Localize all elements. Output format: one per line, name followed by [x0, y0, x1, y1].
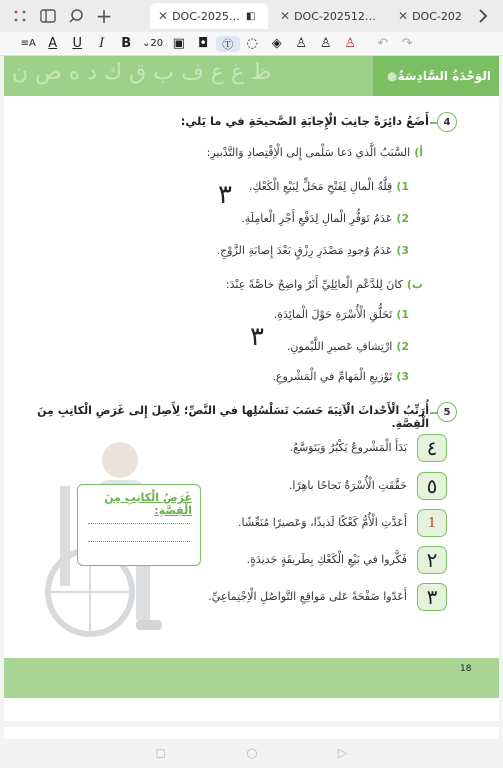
new-tab-icon[interactable]: +	[95, 4, 113, 28]
question-number	[437, 402, 457, 422]
order-box[interactable]	[417, 546, 447, 574]
option-number: 2)	[396, 340, 409, 353]
order-value: ٤	[426, 436, 438, 460]
sub-question-b	[226, 278, 423, 291]
author-purpose-box[interactable]	[77, 484, 201, 566]
option-b3	[272, 370, 409, 383]
option-number: 3)	[396, 370, 409, 383]
image-icon[interactable]: ▣	[172, 36, 185, 51]
order-value: ٢	[426, 548, 438, 572]
lasso-icon[interactable]: ◌	[246, 36, 258, 51]
option-text: عَدَمُ وُجودِ مَصْدَرِ رِزْقٍ بَعْدَ إِصابَةِ الزَّوْجِ.	[216, 244, 393, 257]
option-b1	[274, 308, 409, 321]
tab-label: DOC-202	[412, 9, 462, 23]
order-value: ٣	[426, 585, 438, 609]
order-box[interactable]	[417, 434, 447, 462]
option-b2	[287, 340, 409, 353]
order-box[interactable]	[417, 472, 447, 500]
annotation-toolbar	[0, 32, 503, 56]
question-number	[437, 112, 457, 132]
close-icon[interactable]: ✕	[280, 9, 291, 23]
handwritten-answer: ٣	[218, 180, 232, 210]
sub-stem: السَّبَبُ الَّذي دَعا سَلْمى إِلى الْاِقْتِصادِ وَالتَّدْبيرِ:	[206, 146, 411, 159]
highlighter-icon[interactable]: ♙	[344, 36, 357, 51]
redo-icon[interactable]: ↷	[401, 36, 413, 51]
back-icon[interactable]: ▷	[337, 746, 348, 761]
system-nav-bar	[0, 739, 503, 768]
option-text: تَوْزيعِ الْمَهامِّ في الْمَشْروعِ.	[272, 370, 393, 383]
event-text: بَدَأَ الْمَشْروعُ يَكْبُرُ وَيَتَوَسَّعُ.	[289, 441, 407, 454]
page-number: 18	[460, 664, 472, 674]
option-text: عَدَمُ تَوَفُّرِ الْمالِ لِدَفْعِ أَجْرِ الْعامِلَةِ.	[241, 212, 393, 225]
sub-question-a	[207, 146, 423, 159]
order-box[interactable]	[417, 509, 447, 537]
option-number: 1)	[396, 308, 409, 321]
home-icon[interactable]: ○	[246, 746, 258, 761]
tab-label: DOC-202512…	[294, 9, 376, 23]
sub-letter: أ)	[414, 146, 423, 159]
font-color-icon[interactable]: A	[48, 36, 58, 51]
shape-icon[interactable]: ◘	[198, 36, 209, 51]
order-box[interactable]	[417, 583, 447, 611]
option-number: 3)	[396, 244, 409, 257]
q5-number: 5	[443, 406, 451, 418]
option-text: قِلَّةُ الْمالِ لِفَتْحِ مَحَلٍّ لِبَيْعِ الْكَعْكِ.	[248, 180, 393, 193]
question-prompt: أَضَعُ دائِرَةً جانِبَ الْإِجابَةِ الصَّحيحَةِ في ما يَلي:	[180, 114, 429, 128]
reader-icon: ◧	[245, 10, 256, 22]
italic-icon[interactable]: I	[99, 36, 105, 51]
tab-doc-3[interactable]	[390, 3, 465, 29]
event-text: أَعَدَّتِ الْأُمُّ كَعْكًا لَذيذًا، وَعَصيرًا مُنَعِّشًا.	[238, 516, 407, 529]
option-number: 2)	[396, 212, 409, 225]
tab-label: DOC-2025…	[172, 9, 240, 23]
pencil-icon[interactable]: ♙	[295, 36, 308, 51]
answer-line[interactable]	[88, 523, 190, 524]
q4-number: 4	[443, 116, 451, 128]
bullet-icon: ●	[386, 69, 398, 83]
font-size-value: 20	[150, 38, 164, 49]
option-a1	[249, 180, 409, 193]
question-prompt: أُرَتِّبُ الْأَحْداثَ الْآتِيَةَ حَسَبَ تَسَلْسُلِها في النَّصِّ؛ لِأَصِلَ إِلى غَرَضِ الْكاتِبِ مِنَ الْقِصَّةِ.	[37, 404, 429, 430]
recents-icon[interactable]: ◻	[155, 746, 167, 761]
option-text: ارْتِشافِ عَصيرِ اللَّيْمونِ.	[286, 340, 393, 353]
eraser-icon[interactable]: ◈	[271, 36, 282, 51]
option-a2	[241, 212, 409, 225]
sidebar-icon[interactable]	[34, 2, 62, 30]
event-text: حَقَّقَتِ الْأُسْرَةُ نَجاحًا باهِرًا.	[288, 479, 407, 492]
callout-title: غَرَضُ الْكاتِبِ مِنَ الْقِصَّةِ:	[104, 491, 192, 517]
option-a3	[217, 244, 409, 257]
text-box-icon[interactable]: Ⓣ	[216, 36, 241, 52]
undo-icon[interactable]: ↶	[377, 36, 389, 51]
header-decoration: ظ غ ع ف ب ق ك د ه ص ن	[12, 60, 272, 85]
option-text: تَحَلُّقِ الْأُسْرَةِ حَوْلَ الْمائِدَةِ.	[273, 308, 393, 321]
document-page	[4, 56, 499, 721]
text-format-icon[interactable]: ≡A	[20, 38, 36, 49]
page-footer	[4, 658, 499, 698]
pen-icon[interactable]: ♙	[319, 36, 332, 51]
tab-bar	[0, 0, 503, 32]
search-icon[interactable]	[62, 2, 90, 30]
unit-title	[373, 56, 499, 96]
sub-letter: ب)	[406, 278, 423, 291]
order-value: ٥	[426, 474, 438, 498]
answer-line[interactable]	[88, 541, 190, 542]
bold-icon[interactable]: B	[121, 36, 132, 51]
font-size-select[interactable]: ⌄20	[141, 38, 164, 49]
close-icon[interactable]: ✕	[158, 9, 169, 23]
chevron-right-icon[interactable]	[469, 2, 497, 30]
tab-doc-2[interactable]	[272, 3, 384, 29]
unit-header	[4, 56, 499, 96]
event-text: فَكَّروا في بَيْعِ الْكَعْكِ بِطَريقَةٍ جَديدَةٍ.	[246, 553, 407, 566]
underline-icon[interactable]: U	[72, 36, 82, 51]
handwritten-answer: ٣	[250, 322, 264, 352]
order-value: 1	[427, 515, 437, 531]
unit-title-text: الوَحْدَةُ السَّادِسَةُ	[397, 69, 492, 83]
app-menu-icon[interactable]	[6, 2, 34, 30]
sub-stem: كانَ لِلدَّعْمِ الْعائِلِيِّ أَثَرٌ واضِحٌ خاصَّةً عِنْدَ:	[225, 278, 403, 291]
option-number: 1)	[396, 180, 409, 193]
event-text: أَعَدّوا صَفْحَةً عَلى مَواقِعِ التَّواصُلِ الْاِجْتِماعِيِّ.	[208, 590, 407, 603]
close-icon[interactable]: ✕	[398, 9, 409, 23]
next-page-edge	[4, 727, 499, 739]
tab-doc-1[interactable]	[150, 3, 268, 29]
